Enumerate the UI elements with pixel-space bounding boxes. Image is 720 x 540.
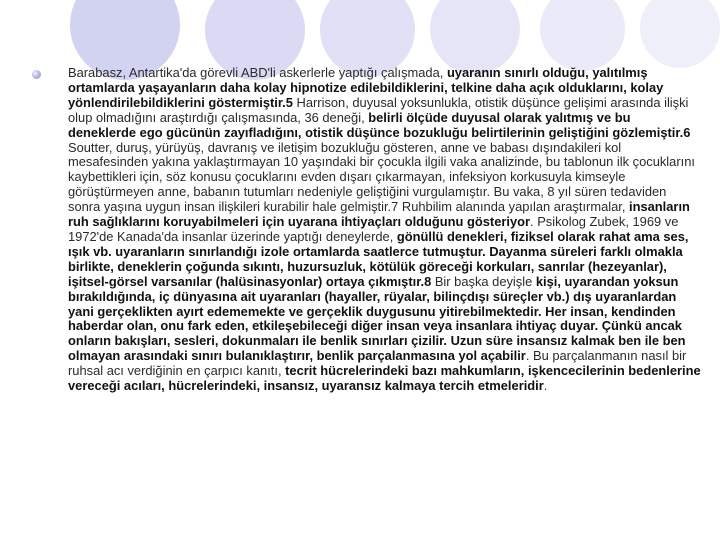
text-segment: Bir başka deyişle	[431, 273, 536, 289]
text-segment: .	[543, 378, 548, 394]
text-segment: Barabasz, Antartika'da görevli ABD'li askerlerle yaptığı çalışmada,	[68, 65, 447, 80]
bullet-item	[32, 66, 702, 394]
bold-text-segment: kişi, uyarandan yoksun bırakıldığında, iç dünyasına ait uyaranları (hayaller, rüyalar, bilinçdışı süreçler vb.) dış uyaranlardan yani gerçeklikten ayırt edememekte ve gerçeklik duygusunu yitirebilmektedir. Her insan, kendinden haberdar olan, onu fark eden, etkileşebileceği diğer insan veya insanlara ihtiyaç duyar. Çünkü ancak onların bakışları, sesleri, dokunmaları ile benlik sınırları çizilir. Uzun süre insansız kalmak ben ile ben olmayan arasındaki sınırı bulanıklaştırır, benlik parçalanmasına yol açabilir	[68, 273, 686, 364]
bold-text-segment: belirli ölçüde duyusal olarak yalıtmış ve bu deneklerde ego gücünün zayıfladığını, otistik düşünce bozukluğu belirtilerinin geliştiğini gözlemiştir.6	[68, 109, 691, 140]
bold-text-segment: insanların ruh sağlıklarını koruyabilmeleri için uyarana ihtiyaçları olduğunu gösteriyor	[68, 199, 690, 230]
bullet-icon	[32, 70, 41, 79]
text-segment: Soutter, duruş, yürüyüş, davranış ve iletişim bozukluğu gösteren, anne ve babası dışındakileri kol mesafesinden yakına yaklaştırmayan 10 yaşındaki bir çocukla ilgili vaka analizinde, bu tablonun ilk çocuklarını kaybettikleri için, söz konusu çocuklarını evden dışarı çıkarmayan, infeksiyon korkusuyla kimseyle görüştürmeyen anne, babanın tutumları nedeniyle geliştiğini vurgulamıştır. Bu vaka, 8 yıl süren tedaviden sonra yaşına uygun insan ilişkileri kurabilir hale gelmiştir.7 Ruhbilim alanında yapılan araştırmalar,	[68, 139, 695, 215]
text-segment: . Psikolog Zubek, 1969 ve 1972'de Kanada'da insanlar üzerinde yaptığı deneylerde,	[68, 214, 679, 244]
bold-text-segment: uyaranın sınırlı olduğu, yalıtılmış ortamlarda yaşayanların daha kolay hipnotize edilebildiklerini, telkine daha açık olduklarını, kolay yönlendirilebildiklerini göstermiştir.5	[68, 65, 664, 110]
decorative-circle	[430, 0, 520, 74]
text-segment: . Bu parçalanmanın nasıl bir ruhsal acı verdiğinin en çarpıcı kanıtı,	[68, 348, 687, 379]
decorative-circle	[640, 0, 720, 68]
body-paragraph	[68, 66, 702, 394]
bold-text-segment: tecrit hücrelerindeki bazı mahkumların, işkencecilerinin bedenlerine vereceği acıları, hücrelerindeki, insansız, uyaransız kalmaya tercih etmeleridir	[68, 363, 701, 394]
text-segment: Harrison, duyusal yoksunlukla, otistik düşünce gelişimi arasında ilişki olup olmadığını araştırdığı çalışmasında, 36 deneği,	[68, 94, 689, 125]
bold-text-segment: gönüllü denekleri, fiziksel olarak rahat ama ses, ışık vb. uyaranların sınırlandığı izole ortamlarda saatlerce tutmuştur. Dayanma süreleri farklı olmakla birlikte, deneklerin çoğunda sıkıntı, huzursuzluk, kötülük göreceği korkuları, sanrılar (hezeyanlar), işitsel-görsel varsanılar (halüsinasyonlar) ortaya çıkmıştır.8	[68, 228, 689, 289]
decorative-circle	[540, 0, 625, 71]
